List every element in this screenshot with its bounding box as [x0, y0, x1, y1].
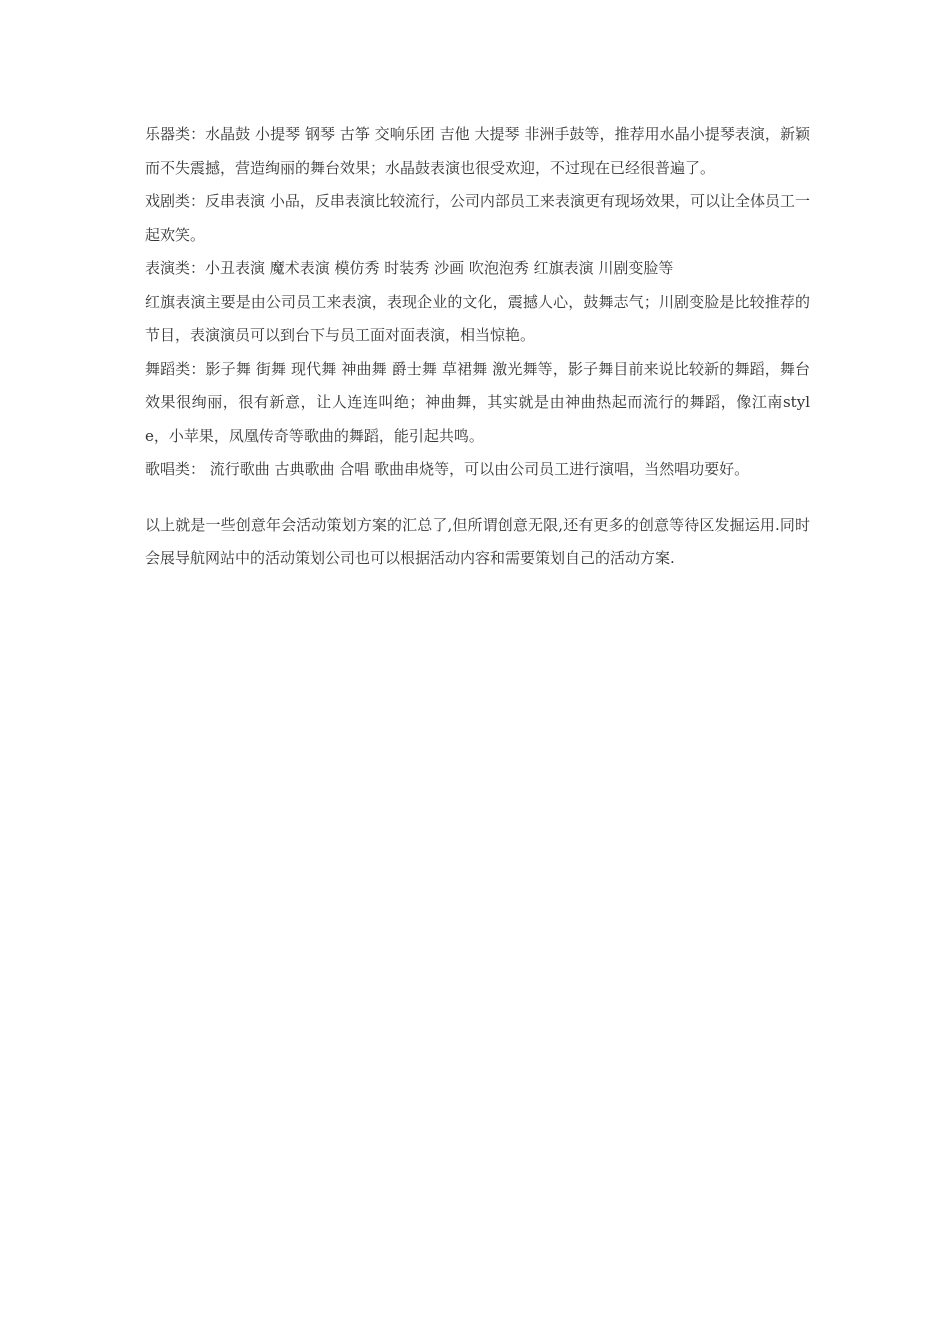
paragraph-performance: 表演类：小丑表演 魔术表演 模仿秀 时装秀 沙画 吹泡泡秀 红旗表演 川剧变脸等 [145, 259, 674, 277]
paragraph-performance-detail: 红旗表演主要是由公司员工来表演，表现企业的文化，震撼人心，鼓舞志气；川剧变脸是比较推荐的节目，表演演员可以到台下与员工面对面表演，相当惊艳。 [145, 292, 810, 344]
paragraph-singing: 歌唱类： 流行歌曲 古典歌曲 合唱 歌曲串烧等，可以由公司员工进行演唱，当然唱功要好。 [145, 460, 750, 478]
document-body [145, 118, 810, 576]
paragraph-instruments: 乐器类：水晶鼓 小提琴 钢琴 古筝 交响乐团 吉他 大提琴 非洲手鼓等，推荐用水晶小提琴表演，新颖而不失震撼，营造绚丽的舞台效果；水晶鼓表演也很受欢迎，不过现在已经很普遍了。 [145, 125, 810, 177]
paragraph-drama: 戏剧类：反串表演 小品，反串表演比较流行，公司内部员工来表演更有现场效果，可以让全体员工一起欢笑。 [145, 192, 810, 244]
paragraph-summary: 以上就是一些创意年会活动策划方案的汇总了,但所谓创意无限,还有更多的创意等待区发掘运用.同时会展导航网站中的活动策划公司也可以根据活动内容和需要策划自己的活动方案. [145, 515, 810, 567]
paragraph-dance: 舞蹈类：影子舞 街舞 现代舞 神曲舞 爵士舞 草裙舞 激光舞等，影子舞目前来说比较新的舞蹈，舞台效果很绚丽，很有新意，让人连连叫绝；神曲舞，其实就是由神曲热起而流行的舞蹈，像江南style，小苹果，凤凰传奇等歌曲的舞蹈，能引起共鸣。 [145, 359, 810, 445]
paragraph-spacer [145, 487, 810, 509]
